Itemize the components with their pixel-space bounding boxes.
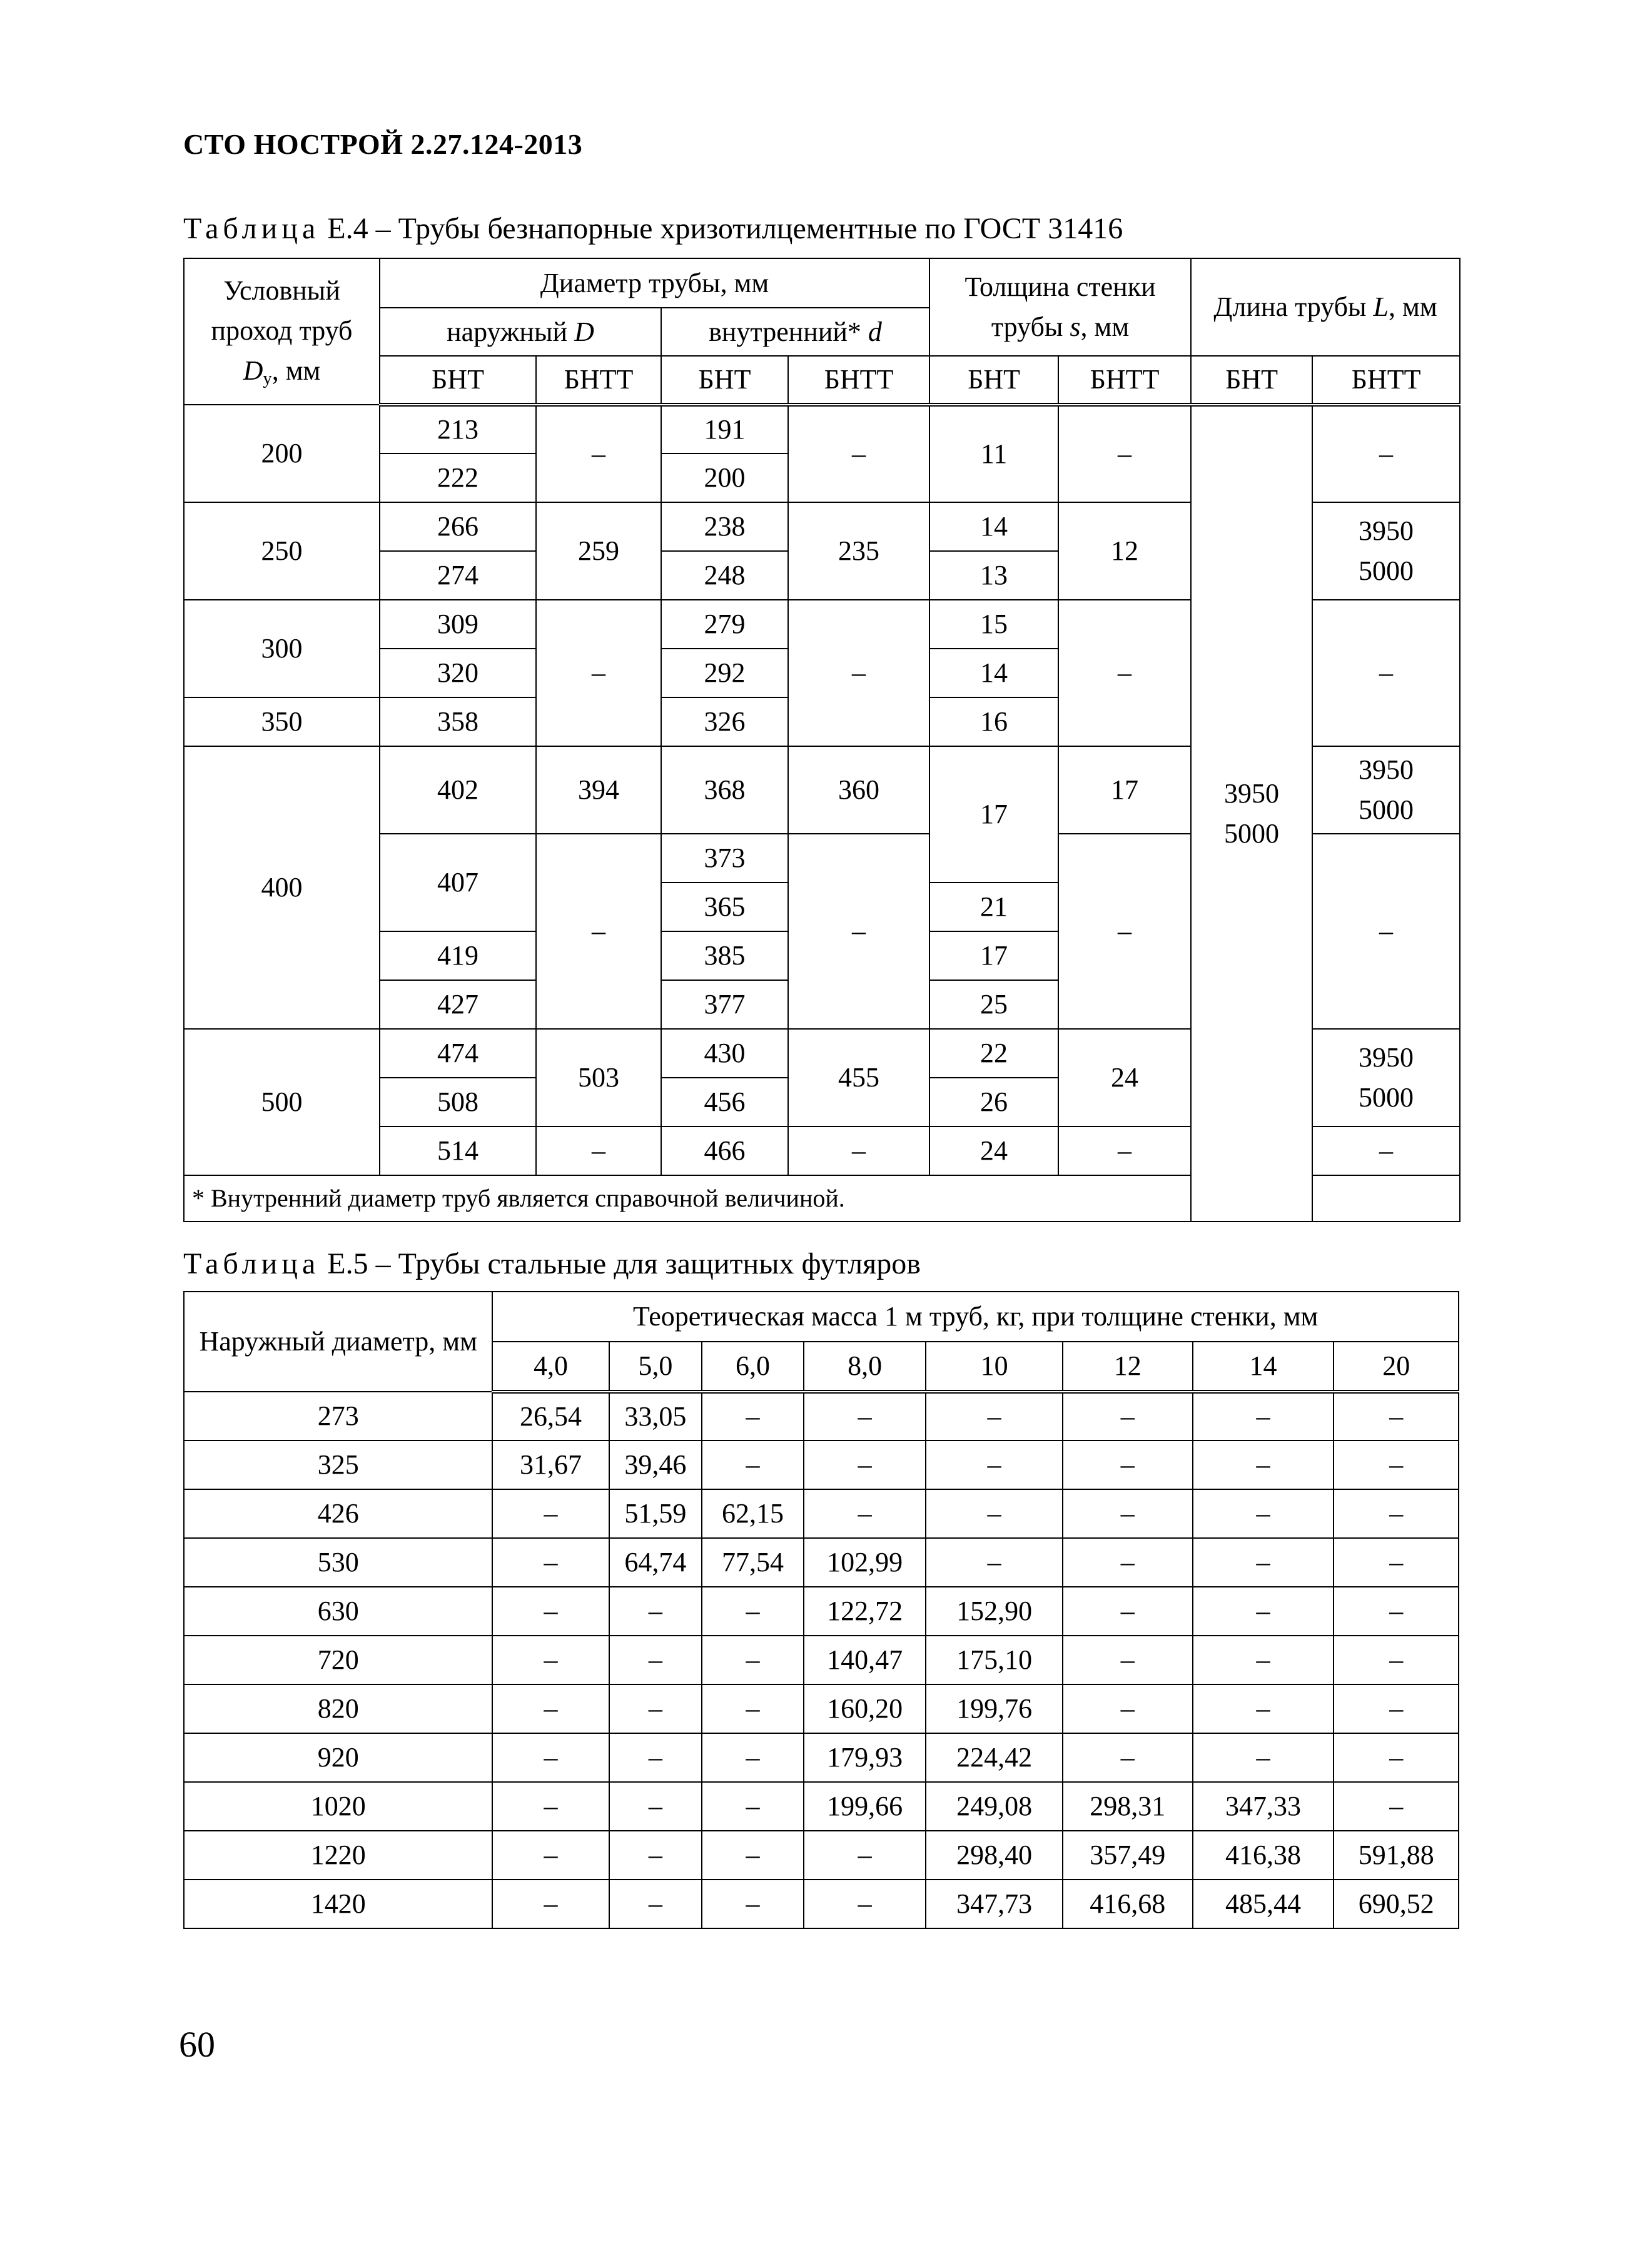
table-row: 508 456 26: [184, 1078, 1460, 1126]
header-bntt: БНТТ: [536, 356, 661, 405]
mass-cell: –: [702, 1831, 804, 1880]
table-row: [184, 1489, 1459, 1538]
mass-cell: –: [1334, 1440, 1459, 1489]
header-outer-diameter: Наружный диаметр, мм: [184, 1292, 492, 1392]
mass-cell: 347,73: [926, 1880, 1063, 1928]
outer-diameter-cell: 1220: [184, 1831, 492, 1880]
table-row: [184, 1880, 1459, 1928]
table-row: 365 21: [184, 883, 1460, 931]
mass-cell: –: [609, 1684, 702, 1733]
mass-cell: 224,42: [926, 1733, 1063, 1782]
mass-cell: –: [492, 1538, 609, 1587]
mass-cell: –: [702, 1440, 804, 1489]
header-pipe-length: Длина трубы L, мм: [1191, 258, 1460, 356]
table-row: 300 309 – 279 – 15 – –: [184, 600, 1460, 649]
mass-cell: –: [702, 1684, 804, 1733]
mass-cell: 122,72: [804, 1587, 926, 1636]
mass-cell: 64,74: [609, 1538, 702, 1587]
mass-cell: –: [1193, 1440, 1334, 1489]
mass-cell: –: [1193, 1587, 1334, 1636]
mass-cell: 298,31: [1063, 1782, 1193, 1831]
table-row: 200 213 – 191 – 11 – 3950 5000 –: [184, 405, 1460, 453]
mass-cell: –: [702, 1587, 804, 1636]
mass-cell: –: [804, 1831, 926, 1880]
mass-cell: –: [1193, 1489, 1334, 1538]
mass-cell: 199,66: [804, 1782, 926, 1831]
mass-cell: –: [609, 1782, 702, 1831]
outer-diameter-cell: 426: [184, 1489, 492, 1538]
mass-cell: –: [702, 1782, 804, 1831]
outer-diameter-cell: 325: [184, 1440, 492, 1489]
mass-cell: 249,08: [926, 1782, 1063, 1831]
header-wall-thickness: Толщина стенки трубы s, мм: [929, 258, 1191, 356]
mass-cell: –: [702, 1636, 804, 1684]
caption-text: Е.4 – Трубы безнапорные хризотилцементные по ГОСТ 31416: [320, 212, 1123, 245]
mass-cell: 485,44: [1193, 1880, 1334, 1928]
mass-cell: –: [609, 1733, 702, 1782]
mass-cell: –: [609, 1636, 702, 1684]
outer-diameter-cell: 1420: [184, 1880, 492, 1928]
mass-cell: –: [1063, 1489, 1193, 1538]
thickness-header-row: 4,0 5,0 6,0 8,0 10 12 14 20: [184, 1342, 1459, 1392]
mass-cell: –: [804, 1392, 926, 1440]
mass-cell: 347,33: [1193, 1782, 1334, 1831]
mass-cell: 62,15: [702, 1489, 804, 1538]
mass-cell: –: [1334, 1587, 1459, 1636]
mass-cell: –: [492, 1489, 609, 1538]
outer-diameter-cell: 920: [184, 1733, 492, 1782]
mass-cell: –: [1334, 1538, 1459, 1587]
table-row: 427 377 25: [184, 980, 1460, 1029]
mass-cell: 160,20: [804, 1684, 926, 1733]
table-row: [184, 1440, 1459, 1489]
table-e4: [183, 258, 1460, 1222]
header-bntt: БНТТ: [1312, 356, 1460, 405]
table-row: 350 358 326 16: [184, 697, 1460, 746]
mass-cell: –: [1334, 1392, 1459, 1440]
mass-cell: 175,10: [926, 1636, 1063, 1684]
mass-cell: –: [1334, 1489, 1459, 1538]
outer-diameter-cell: 1020: [184, 1782, 492, 1831]
header-bnt: БНТ: [380, 356, 536, 405]
mass-cell: –: [1063, 1440, 1193, 1489]
outer-diameter-cell: 630: [184, 1587, 492, 1636]
mass-cell: –: [492, 1782, 609, 1831]
table-e5-body: [184, 1392, 1459, 1928]
mass-cell: –: [926, 1538, 1063, 1587]
mass-cell: 591,88: [1334, 1831, 1459, 1880]
table-row: [184, 1684, 1459, 1733]
header-theoretical-mass: Теоретическая масса 1 м труб, кг, при толщине стенки, мм: [492, 1292, 1459, 1342]
mass-cell: 152,90: [926, 1587, 1063, 1636]
mass-cell: –: [492, 1880, 609, 1928]
mass-cell: –: [1063, 1684, 1193, 1733]
table-row: 514 – 466 – 24 – –: [184, 1126, 1460, 1175]
document-code-header: СТО НОСТРОЙ 2.27.124-2013: [183, 128, 583, 160]
mass-cell: –: [492, 1831, 609, 1880]
table-e4-caption: [183, 211, 1123, 246]
mass-cell: 140,47: [804, 1636, 926, 1684]
caption-label: Таблица: [183, 212, 320, 245]
mass-cell: –: [702, 1392, 804, 1440]
mass-cell: –: [492, 1733, 609, 1782]
mass-cell: –: [1334, 1733, 1459, 1782]
mass-cell: 298,40: [926, 1831, 1063, 1880]
header-nominal-bore: Условный проход труб $D_у$, мм: [184, 258, 380, 405]
header-bnt: БНТ: [661, 356, 788, 405]
mass-cell: –: [702, 1880, 804, 1928]
mass-cell: 26,54: [492, 1392, 609, 1440]
mass-cell: –: [1063, 1392, 1193, 1440]
mass-cell: –: [609, 1831, 702, 1880]
mass-cell: –: [926, 1489, 1063, 1538]
header-outer-diameter: наружный D: [380, 308, 661, 356]
mass-cell: –: [492, 1636, 609, 1684]
mass-cell: 357,49: [1063, 1831, 1193, 1880]
table-footnote: * Внутренний диаметр труб является справочной величиной.: [184, 1175, 1460, 1222]
mass-cell: –: [1334, 1636, 1459, 1684]
table-row: 274 248 13: [184, 551, 1460, 600]
mass-cell: –: [1193, 1733, 1334, 1782]
mass-cell: –: [1063, 1733, 1193, 1782]
mass-cell: –: [492, 1587, 609, 1636]
mass-cell: –: [926, 1440, 1063, 1489]
mass-cell: –: [1063, 1538, 1193, 1587]
mass-cell: 416,68: [1063, 1880, 1193, 1928]
mass-cell: –: [1193, 1636, 1334, 1684]
mass-cell: –: [1193, 1538, 1334, 1587]
table-row: [184, 1392, 1459, 1440]
table-e5-caption: Таблица Е.5 – Трубы стальные для защитных футляров: [183, 1247, 921, 1280]
mass-cell: 199,76: [926, 1684, 1063, 1733]
length-bnt-common: 3950 5000: [1191, 405, 1312, 1222]
outer-diameter-cell: 720: [184, 1636, 492, 1684]
mass-cell: –: [492, 1684, 609, 1733]
header-bnt: БНТ: [1191, 356, 1312, 405]
mass-cell: –: [804, 1440, 926, 1489]
mass-cell: –: [1334, 1782, 1459, 1831]
table-row: [184, 1831, 1459, 1880]
table-row: [184, 1636, 1459, 1684]
header-inner-diameter: внутренний* d: [661, 308, 929, 356]
outer-diameter-cell: 530: [184, 1538, 492, 1587]
mass-cell: –: [702, 1733, 804, 1782]
mass-cell: –: [1193, 1684, 1334, 1733]
table-row: 419 385 17: [184, 931, 1460, 980]
mass-cell: –: [1334, 1684, 1459, 1733]
table-row: [184, 1538, 1459, 1587]
mass-cell: 39,46: [609, 1440, 702, 1489]
outer-diameter-cell: 820: [184, 1684, 492, 1733]
mass-cell: –: [609, 1587, 702, 1636]
mass-cell: –: [804, 1880, 926, 1928]
header-bntt: БНТТ: [788, 356, 929, 405]
mass-cell: 102,99: [804, 1538, 926, 1587]
mass-cell: –: [609, 1880, 702, 1928]
mass-cell: 51,59: [609, 1489, 702, 1538]
page-number: 60: [179, 2024, 215, 2065]
table-row: [184, 1782, 1459, 1831]
table-row: 500 474 503 430 455 22 24 3950 5000: [184, 1029, 1460, 1078]
mass-cell: –: [1063, 1636, 1193, 1684]
mass-cell: 33,05: [609, 1392, 702, 1440]
mass-cell: 31,67: [492, 1440, 609, 1489]
table-row: 407 – 373 – – –: [184, 834, 1460, 883]
outer-diameter-cell: 273: [184, 1392, 492, 1440]
header-bntt: БНТТ: [1058, 356, 1191, 405]
mass-cell: 416,38: [1193, 1831, 1334, 1880]
mass-cell: –: [926, 1392, 1063, 1440]
table-row: [184, 1733, 1459, 1782]
mass-cell: –: [804, 1489, 926, 1538]
table-row: 222 200: [184, 453, 1460, 502]
mass-cell: 690,52: [1334, 1880, 1459, 1928]
table-row: [184, 1587, 1459, 1636]
mass-cell: –: [1063, 1587, 1193, 1636]
table-e5: [183, 1291, 1459, 1929]
table-row: 320 292 14: [184, 649, 1460, 697]
table-row: 250 266 259 238 235 14 12 3950 5000: [184, 502, 1460, 551]
table-row: 400 402 394 368 360 17 17 3950 5000: [184, 746, 1460, 834]
header-pipe-diameter: Диаметр трубы, мм: [380, 258, 929, 308]
mass-cell: –: [1193, 1392, 1334, 1440]
header-bnt: БНТ: [929, 356, 1058, 405]
mass-cell: 179,93: [804, 1733, 926, 1782]
mass-cell: 77,54: [702, 1538, 804, 1587]
